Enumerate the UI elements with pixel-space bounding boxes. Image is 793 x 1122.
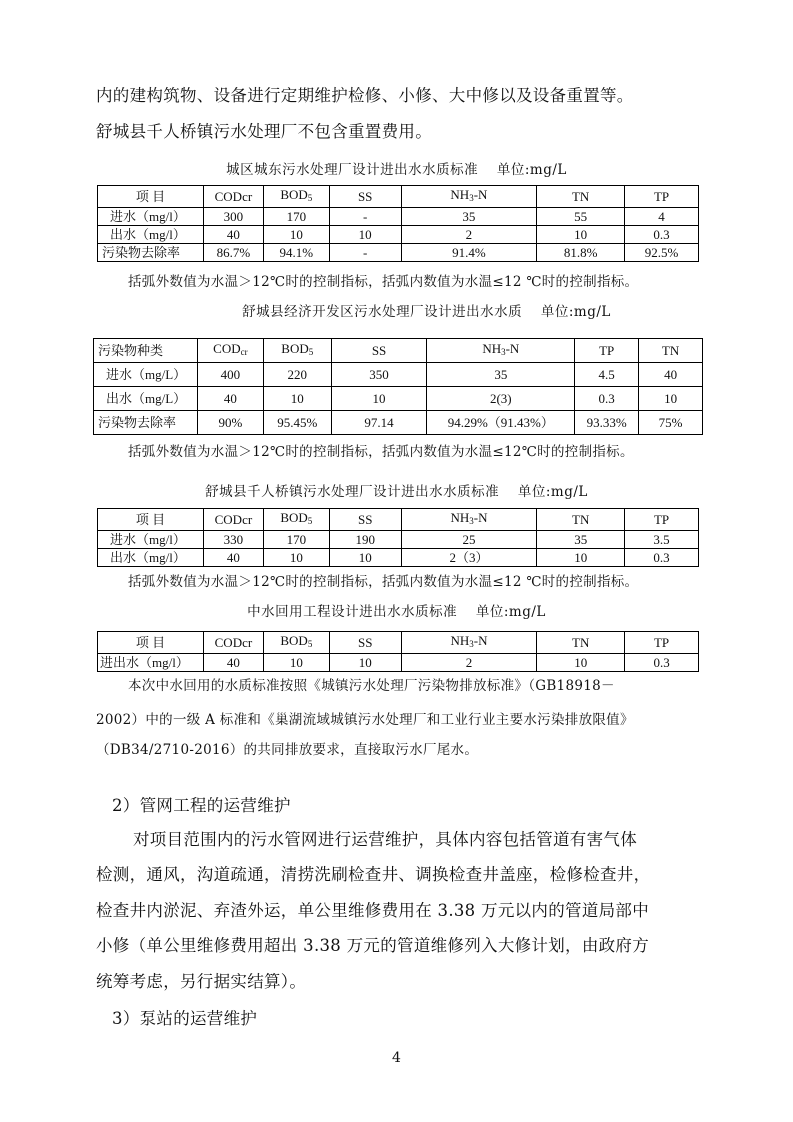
table-row <box>98 244 699 262</box>
table-cell: SS <box>329 509 401 531</box>
table-cell: 10 <box>537 654 625 672</box>
table-cell: TP <box>625 632 699 654</box>
table1-caption: 城区城东污水处理厂设计进出水水质标准 单位:mg/L <box>226 162 567 178</box>
table-cell: 0.3 <box>625 549 699 567</box>
table-cell: 污染物去除率 <box>98 244 204 262</box>
table-cell: 进水（mg/L） <box>94 363 198 387</box>
table-cell: CODcr <box>203 632 263 654</box>
table-row <box>94 411 703 435</box>
table-row <box>98 509 699 531</box>
table-cell: 190 <box>329 531 401 549</box>
table-cell: $NH_3-N$ <box>401 186 537 208</box>
table-cell: 35 <box>427 363 575 387</box>
table1 <box>97 185 699 262</box>
table-cell: 出水（mg/l） <box>98 226 204 244</box>
section3-heading: 3）泵站的运营维护 <box>112 1009 258 1028</box>
table-cell: TN <box>537 509 625 531</box>
table-cell: 91.4% <box>401 244 537 262</box>
table4-caption: 中水回用工程设计进出水水质标准 单位:mg/L <box>247 604 546 620</box>
table2-note: 括弧外数值为水温＞12℃时的控制指标，括弧内数值为水温≤12℃时的控制指标。 <box>128 444 634 460</box>
table-row <box>94 387 703 411</box>
table-cell: $BOD_5$ <box>263 509 329 531</box>
table-cell: 40 <box>203 226 263 244</box>
table-cell: 项 目 <box>98 632 204 654</box>
table-cell: 10 <box>537 549 625 567</box>
section2-line-2: 检测，通风，沟道疏通，清捞洗刷检查井、调换检查井盖座，检修检查井， <box>96 865 651 884</box>
section2-line-5: 统筹考虑，另行据实结算）。 <box>96 972 307 991</box>
table-cell: $NH_3-N$ <box>427 339 575 363</box>
table-cell: CODcr <box>203 186 263 208</box>
table-cell: 55 <box>537 208 625 226</box>
table-cell: 4.5 <box>575 363 639 387</box>
table-cell: 2（3） <box>401 549 537 567</box>
table-cell: 40 <box>197 387 263 411</box>
table-cell: $BOD_5$ <box>263 186 329 208</box>
table-cell: $BOD_5$ <box>263 339 331 363</box>
table-cell: 92.5% <box>625 244 699 262</box>
section2-line-1: 对项目范围内的污水管网进行运营维护，具体内容包括管道有害气体 <box>133 830 637 849</box>
table-cell: 进出水（mg/l） <box>98 654 204 672</box>
table-row <box>98 531 699 549</box>
table-cell: 10 <box>329 654 401 672</box>
table-cell: 25 <box>401 531 537 549</box>
table-cell: TN <box>639 339 703 363</box>
page-number: 4 <box>392 1050 401 1066</box>
table1-note: 括弧外数值为水温＞12℃时的控制指标，括弧内数值为水温≤12 ℃时的控制指标。 <box>128 274 639 290</box>
table-row <box>98 208 699 226</box>
table-cell: 170 <box>263 531 329 549</box>
table-cell: 300 <box>203 208 263 226</box>
table-cell: 污染物种类 <box>94 339 198 363</box>
table-cell: 10 <box>329 226 401 244</box>
table-cell: 81.8% <box>537 244 625 262</box>
table4 <box>97 631 699 672</box>
table-cell: 进水（mg/l） <box>98 208 204 226</box>
intro-line-1: 内的建构筑物、设备进行定期维护检修、小修、大中修以及设备重置等。 <box>96 86 634 105</box>
table3 <box>97 508 699 567</box>
table-cell: 40 <box>203 549 263 567</box>
table-cell: 项 目 <box>98 509 204 531</box>
table-row <box>94 363 703 387</box>
reuse-note-line-2: 2002）中的一级 A 标准和《巢湖流域城镇污水处理厂和工业行业主要水污染排放限值》 <box>96 712 634 728</box>
table-cell: 10 <box>639 387 703 411</box>
table3-note: 括弧外数值为水温＞12℃时的控制指标，括弧内数值为水温≤12 ℃时的控制指标。 <box>128 574 639 590</box>
table-cell: 86.7% <box>203 244 263 262</box>
table-cell: 10 <box>263 387 331 411</box>
table-cell: 2 <box>401 226 537 244</box>
table-cell: 170 <box>263 208 329 226</box>
table-cell: TP <box>625 509 699 531</box>
table-cell: 75% <box>639 411 703 435</box>
table-cell: $NH_3-N$ <box>401 632 537 654</box>
section2-line-3: 检查井内淤泥、弃渣外运，单公里维修费用在 3.38 万元以内的管道局部中 <box>96 901 650 920</box>
table-cell: 35 <box>401 208 537 226</box>
table-cell: - <box>329 208 401 226</box>
table-cell: 35 <box>537 531 625 549</box>
table-cell: 220 <box>263 363 331 387</box>
table-cell: 2 <box>401 654 537 672</box>
table-row <box>98 226 699 244</box>
table3-caption: 舒城县千人桥镇污水处理厂设计进出水水质标准 单位:mg/L <box>205 484 588 500</box>
table-cell: CODcr <box>203 509 263 531</box>
table-cell: TN <box>537 632 625 654</box>
table-cell: $BOD_5$ <box>263 632 329 654</box>
table-cell: 40 <box>203 654 263 672</box>
table-cell: 0.3 <box>625 226 699 244</box>
intro-line-2: 舒城县千人桥镇污水处理厂不包含重置费用。 <box>96 122 432 141</box>
table-cell: 400 <box>197 363 263 387</box>
table-cell: 330 <box>203 531 263 549</box>
table-cell: 10 <box>331 387 427 411</box>
table-cell: 2(3) <box>427 387 575 411</box>
table-cell: 0.3 <box>575 387 639 411</box>
section2-line-4: 小修（单公里维修费用超出 3.38 万元的管道维修列入大修计划，由政府方 <box>96 936 650 955</box>
table-cell: 10 <box>263 654 329 672</box>
table-cell: 93.33% <box>575 411 639 435</box>
table-cell: 出水（mg/L） <box>94 387 198 411</box>
table-cell: 97.14 <box>331 411 427 435</box>
table-cell: $NH_3-N$ <box>401 509 537 531</box>
table-cell: 94.1% <box>263 244 329 262</box>
table-cell: 10 <box>263 549 329 567</box>
table-cell: TP <box>625 186 699 208</box>
table-cell: 项 目 <box>98 186 204 208</box>
table-cell: 40 <box>639 363 703 387</box>
table-row <box>98 654 699 672</box>
table-row <box>94 339 703 363</box>
table-cell: 90% <box>197 411 263 435</box>
table-row <box>98 632 699 654</box>
table-cell: 10 <box>537 226 625 244</box>
table-row <box>98 186 699 208</box>
table-cell: - <box>329 244 401 262</box>
table-cell: 350 <box>331 363 427 387</box>
table-cell: $COD_{cr}$ <box>197 339 263 363</box>
table-row <box>98 549 699 567</box>
table-cell: TN <box>537 186 625 208</box>
table-cell: 4 <box>625 208 699 226</box>
reuse-note-line-3: （DB34/2710-2016）的共同排放要求，直接取污水厂尾水。 <box>96 742 479 758</box>
table-cell: 污染物去除率 <box>94 411 198 435</box>
section2-heading: 2）管网工程的运营维护 <box>112 796 291 815</box>
table2 <box>93 338 703 435</box>
table2-caption: 舒城县经济开发区污水处理厂设计进出水水质 单位:mg/L <box>242 304 611 320</box>
table-cell: 10 <box>263 226 329 244</box>
table-cell: 0.3 <box>625 654 699 672</box>
table-cell: 94.29%（91.43%） <box>427 411 575 435</box>
table-cell: SS <box>329 632 401 654</box>
table-cell: SS <box>331 339 427 363</box>
table-cell: 进水（mg/l） <box>98 531 204 549</box>
table-cell: 出水（mg/l） <box>98 549 204 567</box>
table-cell: TP <box>575 339 639 363</box>
table-cell: 95.45% <box>263 411 331 435</box>
table-cell: 10 <box>329 549 401 567</box>
table-cell: 3.5 <box>625 531 699 549</box>
reuse-note-line-1: 本次中水回用的水质标准按照《城镇污水处理厂污染物排放标准》（GB18918－ <box>128 678 615 694</box>
table-cell: SS <box>329 186 401 208</box>
